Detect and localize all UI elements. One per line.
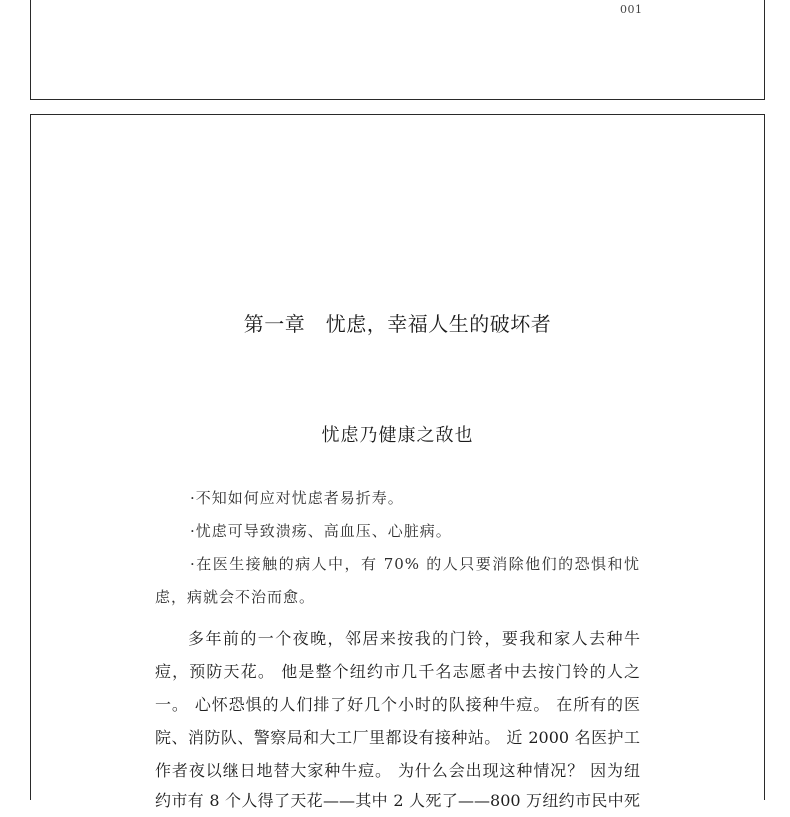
current-page-frame [30,114,765,810]
key-point-3-line-1: ·在医生接触的病人中，有 70% 的人只要消除他们的恐惧和忧 [190,555,640,573]
section-title: 忧虑乃健康之敌也 [321,425,474,446]
paragraph-line-5: 作者夜以继日地替大家种牛痘。 为什么会出现这种情况？ 因为纽 [155,761,640,780]
paragraph-line-2: 痘，预防天花。 他是整个纽约市几千名志愿者中去按门铃的人之 [155,662,640,681]
paragraph-line-1: 多年前的一个夜晚，邻居来按我的门铃，要我和家人去种牛 [188,629,640,648]
key-point-1: ·不知如何应对忧虑者易折寿。 [190,489,404,507]
previous-page-frame [30,0,765,100]
paragraph-line-3: 一。 心怀恐惧的人们排了好几个小时的队接种牛痘。 在所有的医 [155,695,640,714]
key-point-3-line-2: 虑，病就会不治而愈。 [155,588,316,606]
paragraph-line-6-cut-off: 约市有 8 个人得了天花——其中 2 人死了——800 万纽约市民中死 [155,791,640,810]
paragraph-line-4: 院、消防队、警察局和大工厂里都设有接种站。 近 2000 名医护工 [155,728,640,747]
page-number: 001 [620,3,643,16]
key-point-2: ·忧虑可导致溃疡、高血压、心脏病。 [190,522,452,540]
chapter-title: 第一章 忧虑，幸福人生的破坏者 [243,312,552,336]
